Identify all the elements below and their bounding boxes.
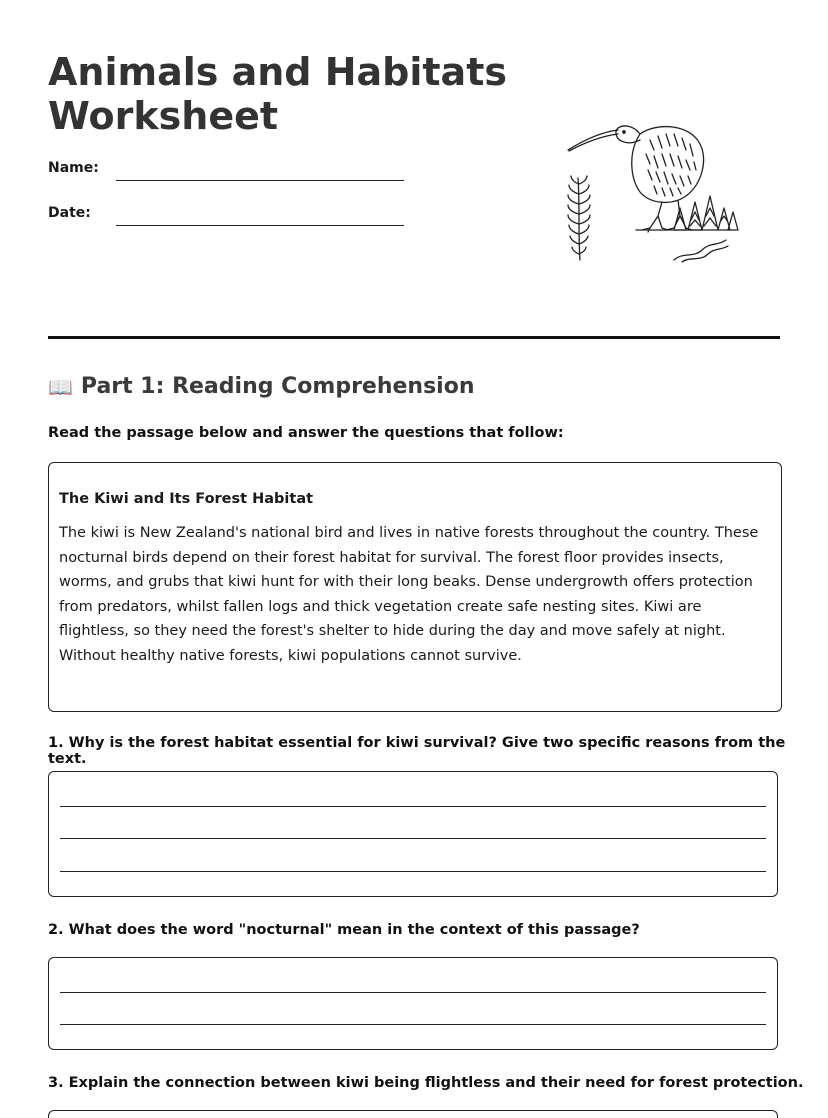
answer-line [60, 1024, 766, 1025]
part1-title: Part 1: Reading Comprehension [80, 374, 475, 399]
passage-body: The kiwi is New Zealand's national bird and lives in native forests throughout the country. These nocturnal birds depend on their forest habitat for survival. The forest floor provides insects, worms, and grubs that kiwi hunt for with their long beaks. Dense undergrowth offers protection from predators, whilst fallen logs and thick vegetation create safe nesting sites. Kiwi are flightless, so they need the forest's shelter to hide during the day and move safely at night. Without healthy native forests, kiwi populations cannot survive. [59, 525, 759, 664]
answer-box-2[interactable] [48, 957, 778, 1050]
date-label: Date: [48, 205, 91, 221]
question-3: 3. Explain the connection between kiwi being flightless and their need for forest protection. [48, 1075, 804, 1091]
answer-box-1[interactable] [48, 771, 778, 897]
part1-heading [48, 374, 475, 399]
name-input-line[interactable] [116, 180, 404, 181]
question-1: 1. Why is the forest habitat essential for kiwi survival? Give two specific reasons from the text. [48, 735, 786, 767]
reading-passage-box [48, 462, 782, 712]
answer-line [60, 838, 766, 839]
answer-line [60, 806, 766, 807]
answer-box-3[interactable] [48, 1110, 778, 1118]
name-label: Name: [48, 160, 99, 176]
answer-line [60, 871, 766, 872]
kiwi-illustration-icon [562, 112, 742, 264]
section-divider [48, 336, 780, 339]
passage-title: The Kiwi and Its Forest Habitat [59, 491, 314, 507]
worksheet-title: Animals and Habitats Worksheet [48, 50, 507, 138]
question-2: 2. What does the word "nocturnal" mean in the context of this passage? [48, 922, 640, 938]
answer-line [60, 992, 766, 993]
part1-instruction: Read the passage below and answer the questions that follow: [48, 425, 564, 441]
date-input-line[interactable] [116, 225, 404, 226]
open-book-icon: 📖 [48, 374, 73, 399]
